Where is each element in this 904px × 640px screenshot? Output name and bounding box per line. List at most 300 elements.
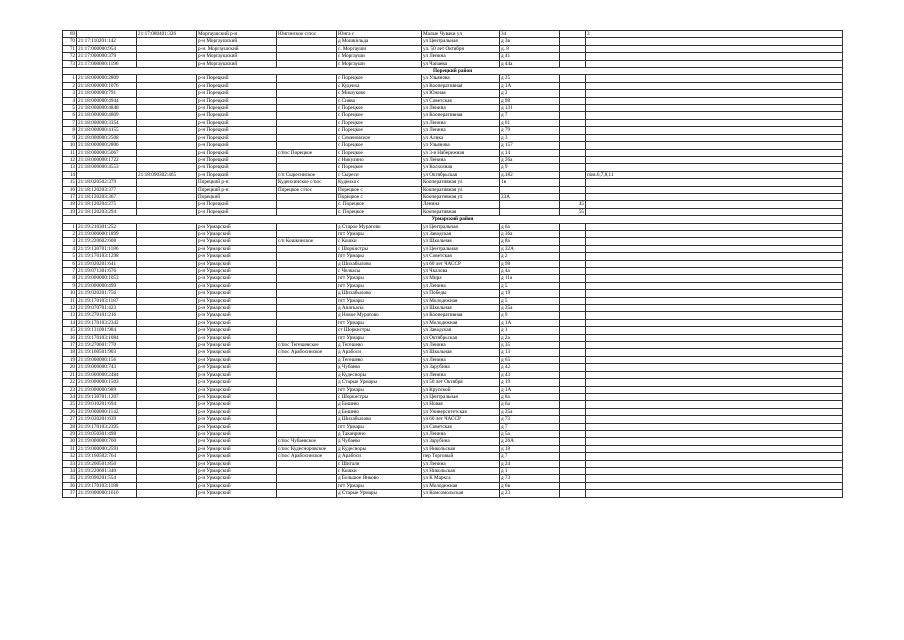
cell-row-number: 25 xyxy=(63,401,77,408)
cell-building-cadastral-number xyxy=(137,423,197,430)
cell-street: ул Ленина xyxy=(422,371,500,378)
cell-house-extra xyxy=(560,186,586,193)
cell-note xyxy=(586,453,843,460)
cell-cadastral-number: 21:19:070701:423 xyxy=(77,305,137,312)
cell-locality: д Таканрино xyxy=(337,430,422,437)
cell-cadastral-number: 21:19:000000:1142 xyxy=(77,408,137,415)
cell-row-number: 16 xyxy=(63,186,77,193)
table-row xyxy=(63,460,843,467)
cell-street: ул Центральная xyxy=(422,245,500,252)
cell-note xyxy=(586,223,843,230)
cell-building-cadastral-number xyxy=(137,334,197,341)
cell-cadastral-number: 21:19:000000:156 xyxy=(77,356,137,363)
table-row xyxy=(63,149,843,156)
cell-note: 3 xyxy=(586,31,843,38)
cell-settlement xyxy=(277,97,337,104)
cell-cadastral-number: 21:19:131001:984 xyxy=(77,327,137,334)
cell-settlement xyxy=(277,230,337,237)
cell-building-cadastral-number xyxy=(137,312,197,319)
cell-row-number: 8 xyxy=(63,275,77,282)
cell-note xyxy=(586,408,843,415)
cell-row-number: 2 xyxy=(63,230,77,237)
cell-settlement xyxy=(277,282,337,289)
cell-settlement xyxy=(277,371,337,378)
cell-house: д 8а xyxy=(500,393,560,400)
cell-district: р-н Урмарский xyxy=(197,230,277,237)
cell-note xyxy=(586,356,843,363)
cell-cadastral-number: 21:19:000000:499 xyxy=(77,282,137,289)
cell-settlement xyxy=(277,475,337,482)
cell-district: Порецкий р-н xyxy=(197,179,277,186)
cell-cadastral-number: 21:18:120203:377 xyxy=(77,186,137,193)
cell-locality: с Порецкое xyxy=(337,164,422,171)
cell-street: ул Советская xyxy=(422,423,500,430)
cell-house-extra xyxy=(560,156,586,163)
cell-house: д 1А xyxy=(500,386,560,393)
cell-street: ул Ленина xyxy=(422,460,500,467)
cell-street: ул Чкалова xyxy=(422,268,500,275)
cell-building-cadastral-number xyxy=(137,490,197,497)
cell-house-extra xyxy=(560,260,586,267)
cell-street: Кооперативная ул xyxy=(422,186,500,193)
cell-locality: Порецкое с xyxy=(337,193,422,200)
cell-street: ул Центральная xyxy=(422,223,500,230)
cell-row-number: 12 xyxy=(63,156,77,163)
cell-district: р-н Урмарский xyxy=(197,260,277,267)
cell-locality: с Порецкое xyxy=(337,75,422,82)
cell-house-extra xyxy=(560,282,586,289)
cell-house-extra xyxy=(560,134,586,141)
cell-house: д 11а xyxy=(500,275,560,282)
table-row xyxy=(63,356,843,363)
cell-building-cadastral-number xyxy=(137,245,197,252)
cell-district: р-н Порецкий xyxy=(197,112,277,119)
cell-street: ул Ленина xyxy=(422,356,500,363)
table-row xyxy=(63,201,843,208)
cell-house-extra xyxy=(560,142,586,149)
cell-locality: с Шоркистры xyxy=(337,393,422,400)
cell-house: д 26А xyxy=(500,438,560,445)
cell-district: р-н Урмарский xyxy=(197,490,277,497)
cell-note xyxy=(586,482,843,489)
cell-note xyxy=(586,297,843,304)
cell-row-number: 29 xyxy=(63,430,77,437)
cell-row-number: 8 xyxy=(63,127,77,134)
cell-row-number: 11 xyxy=(63,149,77,156)
cell-building-cadastral-number xyxy=(137,208,197,215)
cell-note xyxy=(586,149,843,156)
cell-house-extra xyxy=(560,467,586,474)
cell-settlement xyxy=(277,290,337,297)
cell-district: р-н Урмарский xyxy=(197,438,277,445)
cell-building-cadastral-number xyxy=(137,356,197,363)
cell-note xyxy=(586,305,843,312)
table-row xyxy=(63,75,843,82)
cell-row-number: 20 xyxy=(63,364,77,371)
cell-street: ул Кооперативная xyxy=(422,112,500,119)
cell-note xyxy=(586,416,843,423)
table-row xyxy=(63,171,843,178)
cell-house: д 73 xyxy=(500,416,560,423)
cell-district: р-н Урмарский xyxy=(197,423,277,430)
cell-row-number: 36 xyxy=(63,482,77,489)
cell-district: р-н Порецкий xyxy=(197,142,277,149)
cell-row-number: 3 xyxy=(63,90,77,97)
cell-house: д 157 xyxy=(500,142,560,149)
cell-building-cadastral-number xyxy=(137,393,197,400)
cell-building-cadastral-number xyxy=(137,349,197,356)
cell-cadastral-number: 21:19:020201:639 xyxy=(77,416,137,423)
cell-note xyxy=(586,379,843,386)
cell-settlement xyxy=(277,82,337,89)
cell-house-extra xyxy=(560,105,586,112)
table-row xyxy=(63,364,843,371)
cell-street: ул Ульянова xyxy=(422,75,500,82)
cell-street: Ленина xyxy=(422,201,500,208)
cell-note xyxy=(586,393,843,400)
table-row xyxy=(63,438,843,445)
cell-row-number: 3 xyxy=(63,238,77,245)
cell-cadastral-number: 21:19:050301:498 xyxy=(77,430,137,437)
cell-house: д 5а xyxy=(500,430,560,437)
cell-row-number: 26 xyxy=(63,408,77,415)
cell-row-number: 10 xyxy=(63,290,77,297)
cell-cadastral-number: 21:17:110201:142 xyxy=(77,38,137,45)
cell-note xyxy=(586,127,843,134)
cell-street: ул Школьная xyxy=(422,238,500,245)
cell-row-number: 15 xyxy=(63,327,77,334)
cell-row-number: 14 xyxy=(63,319,77,326)
cell-house-extra xyxy=(560,119,586,126)
cell-district: р-н Урмарский xyxy=(197,327,277,334)
cell-street: ул Молодежная xyxy=(422,297,500,304)
cell-cadastral-number: 21:18:120203:367 xyxy=(77,193,137,200)
cell-building-cadastral-number xyxy=(137,149,197,156)
cell-street: ул Советская xyxy=(422,253,500,260)
cell-building-cadastral-number xyxy=(137,112,197,119)
cell-house-extra xyxy=(560,312,586,319)
cell-locality: д Тегешево xyxy=(337,356,422,363)
cell-house-extra xyxy=(560,445,586,452)
cell-street: ул Зарубина xyxy=(422,364,500,371)
cell-house: 23А xyxy=(500,193,560,200)
cell-row-number: 13 xyxy=(63,164,77,171)
cell-cadastral-number: 21:17:000000:1196 xyxy=(77,60,137,67)
cell-locality: с Кошки xyxy=(337,238,422,245)
section-title: Урмарский район xyxy=(63,216,843,223)
cell-house-extra xyxy=(560,171,586,178)
cell-note xyxy=(586,156,843,163)
cell-locality: с Мишуково xyxy=(337,90,422,97)
cell-settlement xyxy=(277,460,337,467)
cell-note xyxy=(586,268,843,275)
cell-street: ул Заводская xyxy=(422,230,500,237)
cell-district: р-н Порецкий xyxy=(197,97,277,104)
table-row xyxy=(63,312,843,319)
cell-street: ул Ленина xyxy=(422,119,500,126)
cell-settlement xyxy=(277,201,337,208)
cell-house-extra xyxy=(560,82,586,89)
cell-building-cadastral-number xyxy=(137,416,197,423)
cell-locality: с. Порецкое xyxy=(337,208,422,215)
cell-street: ул 60 лет ЧАССР xyxy=(422,416,500,423)
cell-house: д 43 xyxy=(500,371,560,378)
cell-cadastral-number: 21:18:000000:4553 xyxy=(77,164,137,171)
cell-cadastral-number: 21:19:170103:2395 xyxy=(77,423,137,430)
cell-house: д 5 xyxy=(500,297,560,304)
cell-cadastral-number: 21:18:120204:275 xyxy=(77,201,137,208)
cell-row-number: 21 xyxy=(63,371,77,378)
cell-row-number: 12 xyxy=(63,305,77,312)
cell-note xyxy=(586,430,843,437)
cell-house: д 19 xyxy=(500,290,560,297)
cell-locality: с Моргауши xyxy=(337,60,422,67)
cell-settlement xyxy=(277,275,337,282)
cell-locality: д Мошкильда xyxy=(337,38,422,45)
cell-settlement xyxy=(277,327,337,334)
cell-street: Кооперативная ул xyxy=(422,179,500,186)
cell-note xyxy=(586,386,843,393)
table-body xyxy=(63,31,843,498)
cell-cadastral-number: 21:19:170103:1188 xyxy=(77,482,137,489)
cell-locality: пгт Урмары xyxy=(337,423,422,430)
cell-house-extra xyxy=(560,349,586,356)
cell-house: д 73 xyxy=(500,475,560,482)
cell-house: д 79 xyxy=(500,127,560,134)
cell-building-cadastral-number xyxy=(137,253,197,260)
cell-house-extra xyxy=(560,38,586,45)
table-row xyxy=(63,371,843,378)
cell-house-extra xyxy=(560,60,586,67)
table-row xyxy=(63,97,843,104)
table-row xyxy=(63,38,843,45)
cell-cadastral-number: 21:19:170103:1187 xyxy=(77,297,137,304)
cell-house-extra xyxy=(560,149,586,156)
cell-settlement: с/п Сыресинское xyxy=(277,171,337,178)
cell-note xyxy=(586,460,843,467)
table-row xyxy=(63,260,843,267)
cell-row-number: 73 xyxy=(63,60,77,67)
cell-house-extra xyxy=(560,423,586,430)
cell-settlement xyxy=(277,467,337,474)
cell-settlement xyxy=(277,408,337,415)
table-row xyxy=(63,134,843,141)
cell-row-number: 7 xyxy=(63,268,77,275)
cell-row-number: 16 xyxy=(63,334,77,341)
cell-cadastral-number: 21:19:000000:2591 xyxy=(77,445,137,452)
cell-street: ул Школьная xyxy=(422,305,500,312)
cell-building-cadastral-number xyxy=(137,260,197,267)
cell-cadastral-number: 21:18:000000:5067 xyxy=(77,149,137,156)
cell-note xyxy=(586,164,843,171)
cell-house: д 98 xyxy=(500,260,560,267)
cell-house-extra xyxy=(560,223,586,230)
cell-row-number: 4 xyxy=(63,245,77,252)
cell-house-extra xyxy=(560,416,586,423)
cell-locality: с Сыреси xyxy=(337,171,422,178)
cell-house: д 41 xyxy=(500,53,560,60)
cell-house: д 42 xyxy=(500,364,560,371)
cell-cadastral-number: 21:18:000000:1076 xyxy=(77,82,137,89)
cell-settlement xyxy=(277,334,337,341)
cell-note: пом.6,7,8,11 xyxy=(586,171,843,178)
cell-row-number: 19 xyxy=(63,208,77,215)
cell-locality: с Никулино xyxy=(337,156,422,163)
cell-settlement xyxy=(277,105,337,112)
cell-note xyxy=(586,371,843,378)
cell-house: д 9 xyxy=(500,164,560,171)
cell-district: р-н Порецкий xyxy=(197,75,277,82)
cell-building-cadastral-number xyxy=(137,297,197,304)
table-row xyxy=(63,45,843,52)
cell-street: ул Заводская xyxy=(422,327,500,334)
cell-house-extra xyxy=(560,401,586,408)
cell-building-cadastral-number xyxy=(137,290,197,297)
cell-settlement: Порецкое с/пос xyxy=(277,186,337,193)
cell-district: р-н Порецкий xyxy=(197,201,277,208)
cell-street: ул Крупской xyxy=(422,386,500,393)
cell-district: р-н Урмарский xyxy=(197,453,277,460)
cell-settlement xyxy=(277,134,337,141)
cell-house: д 23 xyxy=(500,490,560,497)
cell-district: р-н Урмарский xyxy=(197,416,277,423)
cell-cadastral-number: 21:18:020502:379 xyxy=(77,179,137,186)
cell-settlement: Юнгинское с/пос xyxy=(277,31,337,38)
table-row xyxy=(63,142,843,149)
cell-row-number: 1 xyxy=(63,223,77,230)
cell-note xyxy=(586,97,843,104)
cell-cadastral-number: 21:19:000000:743 xyxy=(77,364,137,371)
cell-district: р-н Урмарский xyxy=(197,305,277,312)
cell-building-cadastral-number xyxy=(137,82,197,89)
cell-house-extra xyxy=(560,460,586,467)
cell-row-number: 4 xyxy=(63,97,77,104)
cell-street: ул Октябрьская xyxy=(422,334,500,341)
cell-street: ул Колхозная xyxy=(422,164,500,171)
table-row xyxy=(63,223,843,230)
cell-district: р-н Урмарский xyxy=(197,342,277,349)
cell-cadastral-number: 21:19:000000:1899 xyxy=(77,230,137,237)
cell-building-cadastral-number xyxy=(137,445,197,452)
cell-district: Порецкий р-н xyxy=(197,186,277,193)
cell-house: д 131 xyxy=(500,105,560,112)
table-row xyxy=(63,82,843,89)
cell-locality: д Новое Муратово xyxy=(337,312,422,319)
cell-house-extra xyxy=(560,364,586,371)
cell-cadastral-number: 21:19:000000:1616 xyxy=(77,490,137,497)
cell-row-number: 9 xyxy=(63,282,77,289)
cell-street: Малые Чуваки ул xyxy=(422,31,500,38)
cell-cadastral-number: 21:18:000000:3354 xyxy=(77,119,137,126)
cell-locality: с Порецкое xyxy=(337,142,422,149)
cell-street: ул Университетская xyxy=(422,408,500,415)
cell-settlement xyxy=(277,142,337,149)
table-row xyxy=(63,253,843,260)
cell-building-cadastral-number xyxy=(137,319,197,326)
table-row xyxy=(63,423,843,430)
cell-locality: пгт Урмары xyxy=(337,334,422,341)
table-row xyxy=(63,416,843,423)
table-row xyxy=(63,238,843,245)
cell-house: д 9 xyxy=(500,312,560,319)
cell-note xyxy=(586,475,843,482)
cell-district: р-н Урмарский xyxy=(197,371,277,378)
cell-street: ул 3-я Набережная xyxy=(422,149,500,156)
cell-cadastral-number: 21:19:020201:756 xyxy=(77,290,137,297)
cell-house-extra xyxy=(560,327,586,334)
table-row xyxy=(63,342,843,349)
cell-district: р-н Урмарский xyxy=(197,334,277,341)
cell-settlement xyxy=(277,245,337,252)
cell-house: д. 8 xyxy=(500,45,560,52)
cell-locality: пгт Урмары xyxy=(337,275,422,282)
table-row xyxy=(63,60,843,67)
cell-district: р-н Урмарский xyxy=(197,460,277,467)
cell-cadastral-number: 21:19:160502:764 xyxy=(77,453,137,460)
cell-building-cadastral-number xyxy=(137,75,197,82)
cell-note xyxy=(586,230,843,237)
cell-settlement xyxy=(277,482,337,489)
table-row xyxy=(63,305,843,312)
cell-building-cadastral-number xyxy=(137,379,197,386)
cell-note xyxy=(586,45,843,52)
cell-row-number: 6 xyxy=(63,260,77,267)
cell-district: р-н Урмарский xyxy=(197,238,277,245)
cell-house-extra xyxy=(560,253,586,260)
cell-cadastral-number: 21:19:130701:1207 xyxy=(77,393,137,400)
cell-house: д 6в xyxy=(500,482,560,489)
cell-district: р-н Моргаушский xyxy=(197,38,277,45)
cell-district: р-н Урмарский xyxy=(197,475,277,482)
cell-building-cadastral-number xyxy=(137,275,197,282)
cell-cadastral-number: 21:18:000000:4848 xyxy=(77,105,137,112)
cell-house: д 8а xyxy=(500,238,560,245)
cell-note xyxy=(586,342,843,349)
cell-house-extra xyxy=(560,482,586,489)
cell-building-cadastral-number xyxy=(137,475,197,482)
cell-house: д 44а xyxy=(500,60,560,67)
cell-district: р-н Порецкий xyxy=(197,105,277,112)
cell-district: р-н Порецкий xyxy=(197,90,277,97)
cell-building-cadastral-number xyxy=(137,238,197,245)
cell-row-number: 22 xyxy=(63,379,77,386)
cell-locality: с Порецкое xyxy=(337,119,422,126)
cell-house-extra xyxy=(560,75,586,82)
cell-street: ул Ленина xyxy=(422,127,500,134)
cell-note xyxy=(586,38,843,45)
cell-street: ул Никольская xyxy=(422,445,500,452)
cell-street: ул Никольская xyxy=(422,467,500,474)
cell-district: р-н Урмарский xyxy=(197,245,277,252)
table-row xyxy=(63,327,843,334)
cell-house: д 35 xyxy=(500,342,560,349)
table-row xyxy=(63,467,843,474)
cell-district: р-н Урмарский xyxy=(197,223,277,230)
cell-settlement: с/пос Порецкое xyxy=(277,149,337,156)
cell-house: д 3в xyxy=(500,38,560,45)
cell-building-cadastral-number xyxy=(137,201,197,208)
cell-locality: пгт Урмары xyxy=(337,482,422,489)
cell-cadastral-number: 21:19:170103:2342 xyxy=(77,319,137,326)
cell-district: р-н Моргаушский xyxy=(197,60,277,67)
cell-settlement xyxy=(277,90,337,97)
cell-locality: с Кудеиха xyxy=(337,82,422,89)
cell-building-cadastral-number xyxy=(137,408,197,415)
cell-locality: с. Моргауши xyxy=(337,45,422,52)
section-header-row xyxy=(63,216,843,223)
cell-street: ул Алика xyxy=(422,134,500,141)
cell-cadastral-number: 21:18:000000:2806 xyxy=(77,142,137,149)
